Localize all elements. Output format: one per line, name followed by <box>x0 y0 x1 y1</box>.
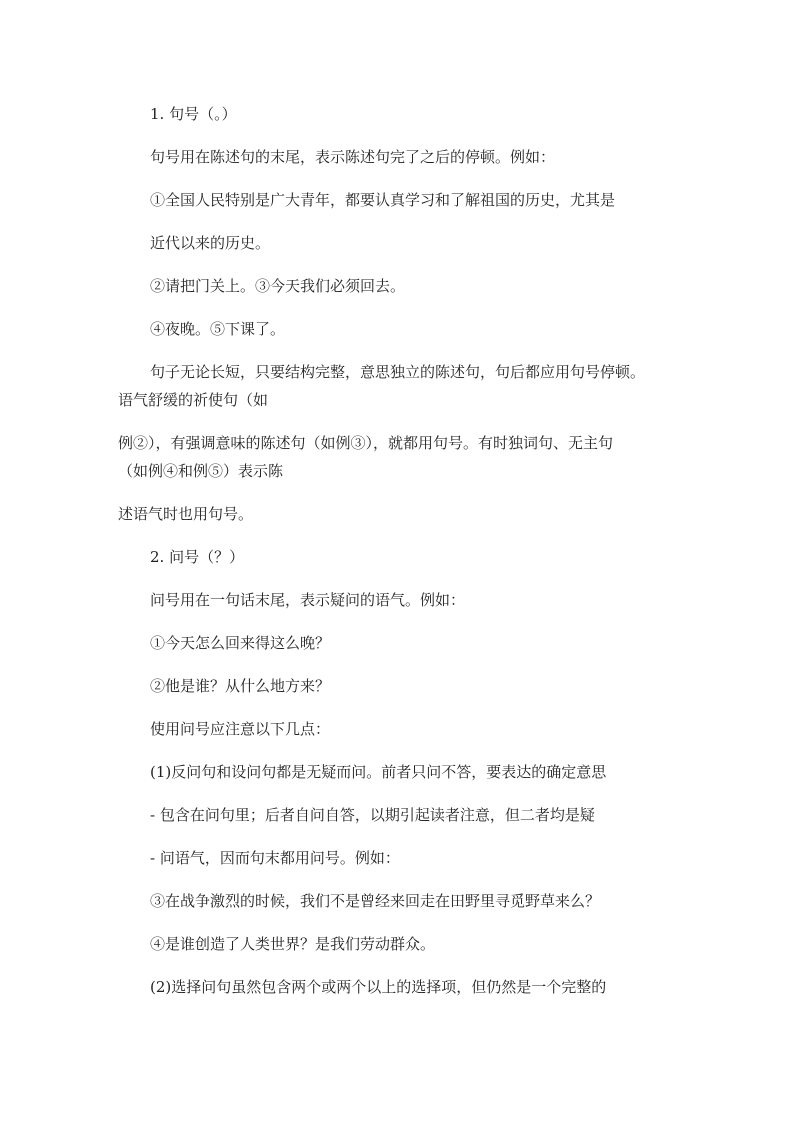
heading-period: 1. 句号（。） <box>150 105 237 123</box>
paragraph-line: 使用问号应注意以下几点： <box>150 720 331 738</box>
list-item-continuation: - 包含在问句里；后者自问自答，以期引起读者注意，但二者均是疑 <box>150 806 595 824</box>
paragraph-line: 句号用在陈述句的末尾，表示陈述句完了之后的停顿。例如： <box>150 148 556 166</box>
example-line: ①今天怎么回来得这么晚？ <box>150 634 331 652</box>
example-line: 近代以来的历史。 <box>150 234 271 252</box>
heading-question-mark: 2. 问号（？） <box>150 548 245 566</box>
paragraph-line: 例②），有强调意味的陈述句（如例③），就都用句号。有时独词句、无主句 <box>118 434 614 452</box>
example-line: ③在战争激烈的时候，我们不是曾经来回走在田野里寻觅野草来么？ <box>150 892 601 910</box>
example-line: ①全国人民特别是广大青年，都要认真学习和了解祖国的历史，尤其是 <box>150 191 616 209</box>
paragraph-line: 问号用在一句话末尾，表示疑问的语气。例如： <box>150 591 466 609</box>
list-item: (1)反问句和设问句都是无疑而问。前者只问不答，要表达的确定意思 <box>150 763 607 781</box>
list-item-continuation: - 问语气，因而句末都用问号。例如： <box>150 849 400 867</box>
paragraph-line: 述语气时也用句号。 <box>118 505 254 523</box>
example-line: ②他是谁？从什么地方来？ <box>150 677 331 695</box>
paragraph-line: 句子无论长短，只要结构完整，意思独立的陈述句，句后都应用句号停顿。 <box>150 363 646 381</box>
paragraph-line: （如例④和例⑤）表示陈 <box>118 462 284 480</box>
paragraph-line: 语气舒缓的祈使句（如 <box>118 391 269 409</box>
example-line: ④夜晚。⑤下课了。 <box>150 320 286 338</box>
example-line: ②请把门关上。③今天我们必须回去。 <box>150 277 406 295</box>
example-line: ④是谁创造了人类世界？是我们劳动群众。 <box>150 935 436 953</box>
list-item: (2)选择问句虽然包含两个或两个以上的选择项，但仍然是一个完整的 <box>150 978 607 996</box>
